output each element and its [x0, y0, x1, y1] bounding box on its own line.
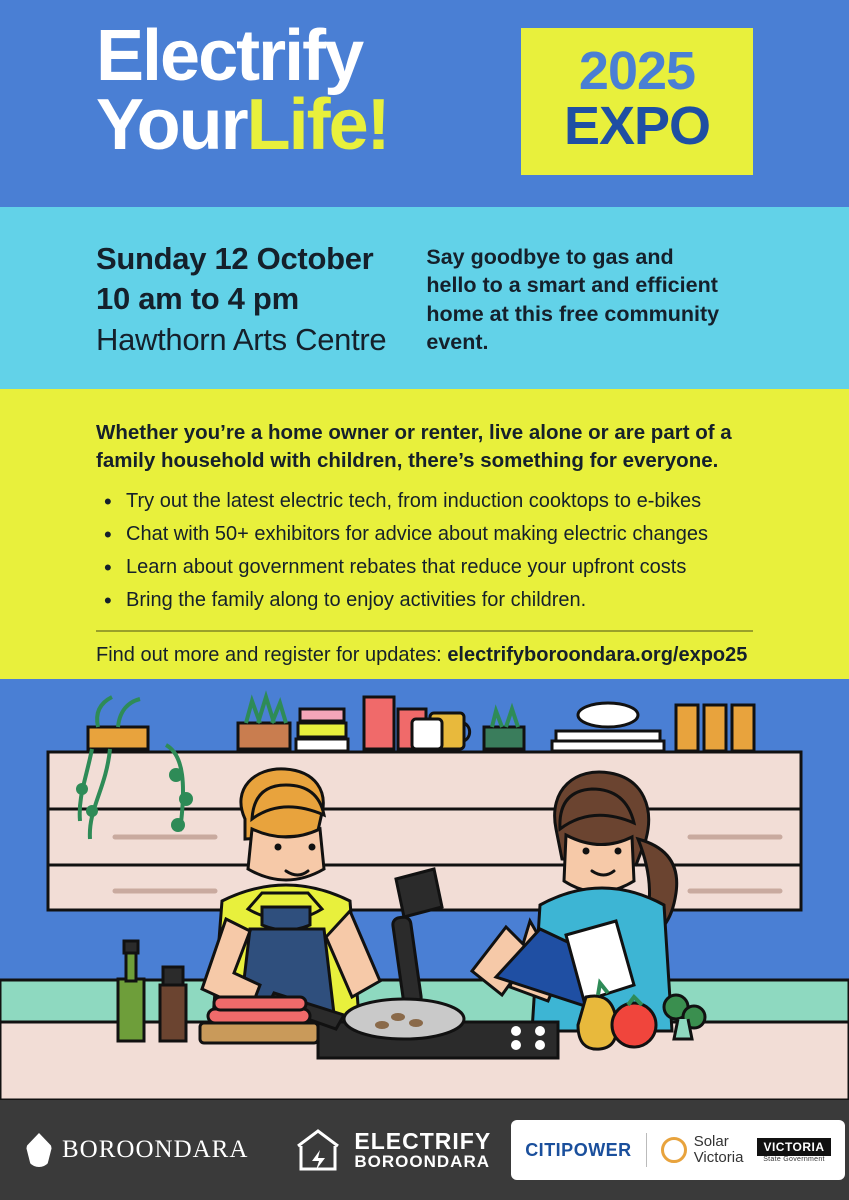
find-out-more-prefix: Find out more and register for updates: — [96, 643, 448, 666]
expo-year: 2025 — [578, 41, 696, 102]
kitchen-illustration — [0, 679, 849, 1100]
event-when — [96, 239, 386, 389]
poster-footer — [0, 1100, 849, 1200]
find-out-more — [96, 644, 753, 667]
victoria-government-logo — [757, 1138, 830, 1163]
title-your: Your — [96, 85, 247, 166]
house-plug-icon — [294, 1128, 342, 1172]
expo-word: EXPO — [563, 96, 711, 157]
electrify-boroondara-text — [354, 1129, 491, 1171]
event-blurb: Say goodbye to gas and hello to a smart and efficient home at this free community event. — [426, 245, 720, 355]
title-line-1: Electrify — [96, 16, 363, 96]
divider — [96, 630, 753, 632]
victoria-line-1: VICTORIA — [757, 1138, 830, 1156]
solar-victoria-text — [694, 1134, 744, 1166]
sun-icon — [661, 1137, 687, 1163]
solar-victoria-logo — [661, 1134, 744, 1166]
list-item: • Learn about government rebates that reduce your upfront costs — [96, 552, 753, 583]
divider — [646, 1133, 647, 1167]
title-life: Life! — [246, 85, 389, 166]
body-points — [96, 486, 753, 616]
solar-victoria-line-1: Solar — [693, 1133, 729, 1151]
boroondara-logo — [26, 1133, 248, 1167]
expo-badge — [521, 28, 753, 175]
list-item: • Try out the latest electric tech, from induction cooktops to e-bikes — [96, 486, 753, 517]
solar-victoria-line-2: Victoria — [693, 1149, 744, 1166]
electrify-line-1: ELECTRIFY — [354, 1128, 492, 1154]
victoria-line-2: State Government — [763, 1155, 825, 1163]
title-line-2 — [96, 85, 389, 166]
poster-title — [96, 16, 389, 166]
boroondara-crest-icon — [26, 1133, 52, 1167]
body-lede: Whether you’re a home owner or renter, live alone or are part of a family household with children, there’s something for everyone. — [96, 421, 732, 472]
poster-header — [0, 0, 849, 207]
event-time: 10 am to 4 pm — [96, 280, 299, 316]
event-date: Sunday 12 October — [96, 241, 374, 276]
registration-url[interactable]: electrifyboroondara.org/expo25 — [447, 643, 748, 666]
poster-body — [0, 389, 849, 679]
kitchen-illustration-svg — [0, 679, 849, 1100]
list-item: • Chat with 50+ exhibitors for advice about making electric changes — [96, 519, 753, 550]
electrify-boroondara-logo — [294, 1128, 491, 1172]
boroondara-label: BOROONDARA — [62, 1136, 249, 1163]
citipower-logo: CITIPOWER — [525, 1139, 632, 1160]
electrify-line-2: BOROONDARA — [354, 1152, 491, 1172]
list-item: • Bring the family along to enjoy activities for children. — [96, 585, 753, 616]
event-venue: Hawthorn Arts Centre — [96, 322, 387, 358]
event-details-band — [0, 207, 849, 389]
partner-logos — [511, 1120, 844, 1180]
